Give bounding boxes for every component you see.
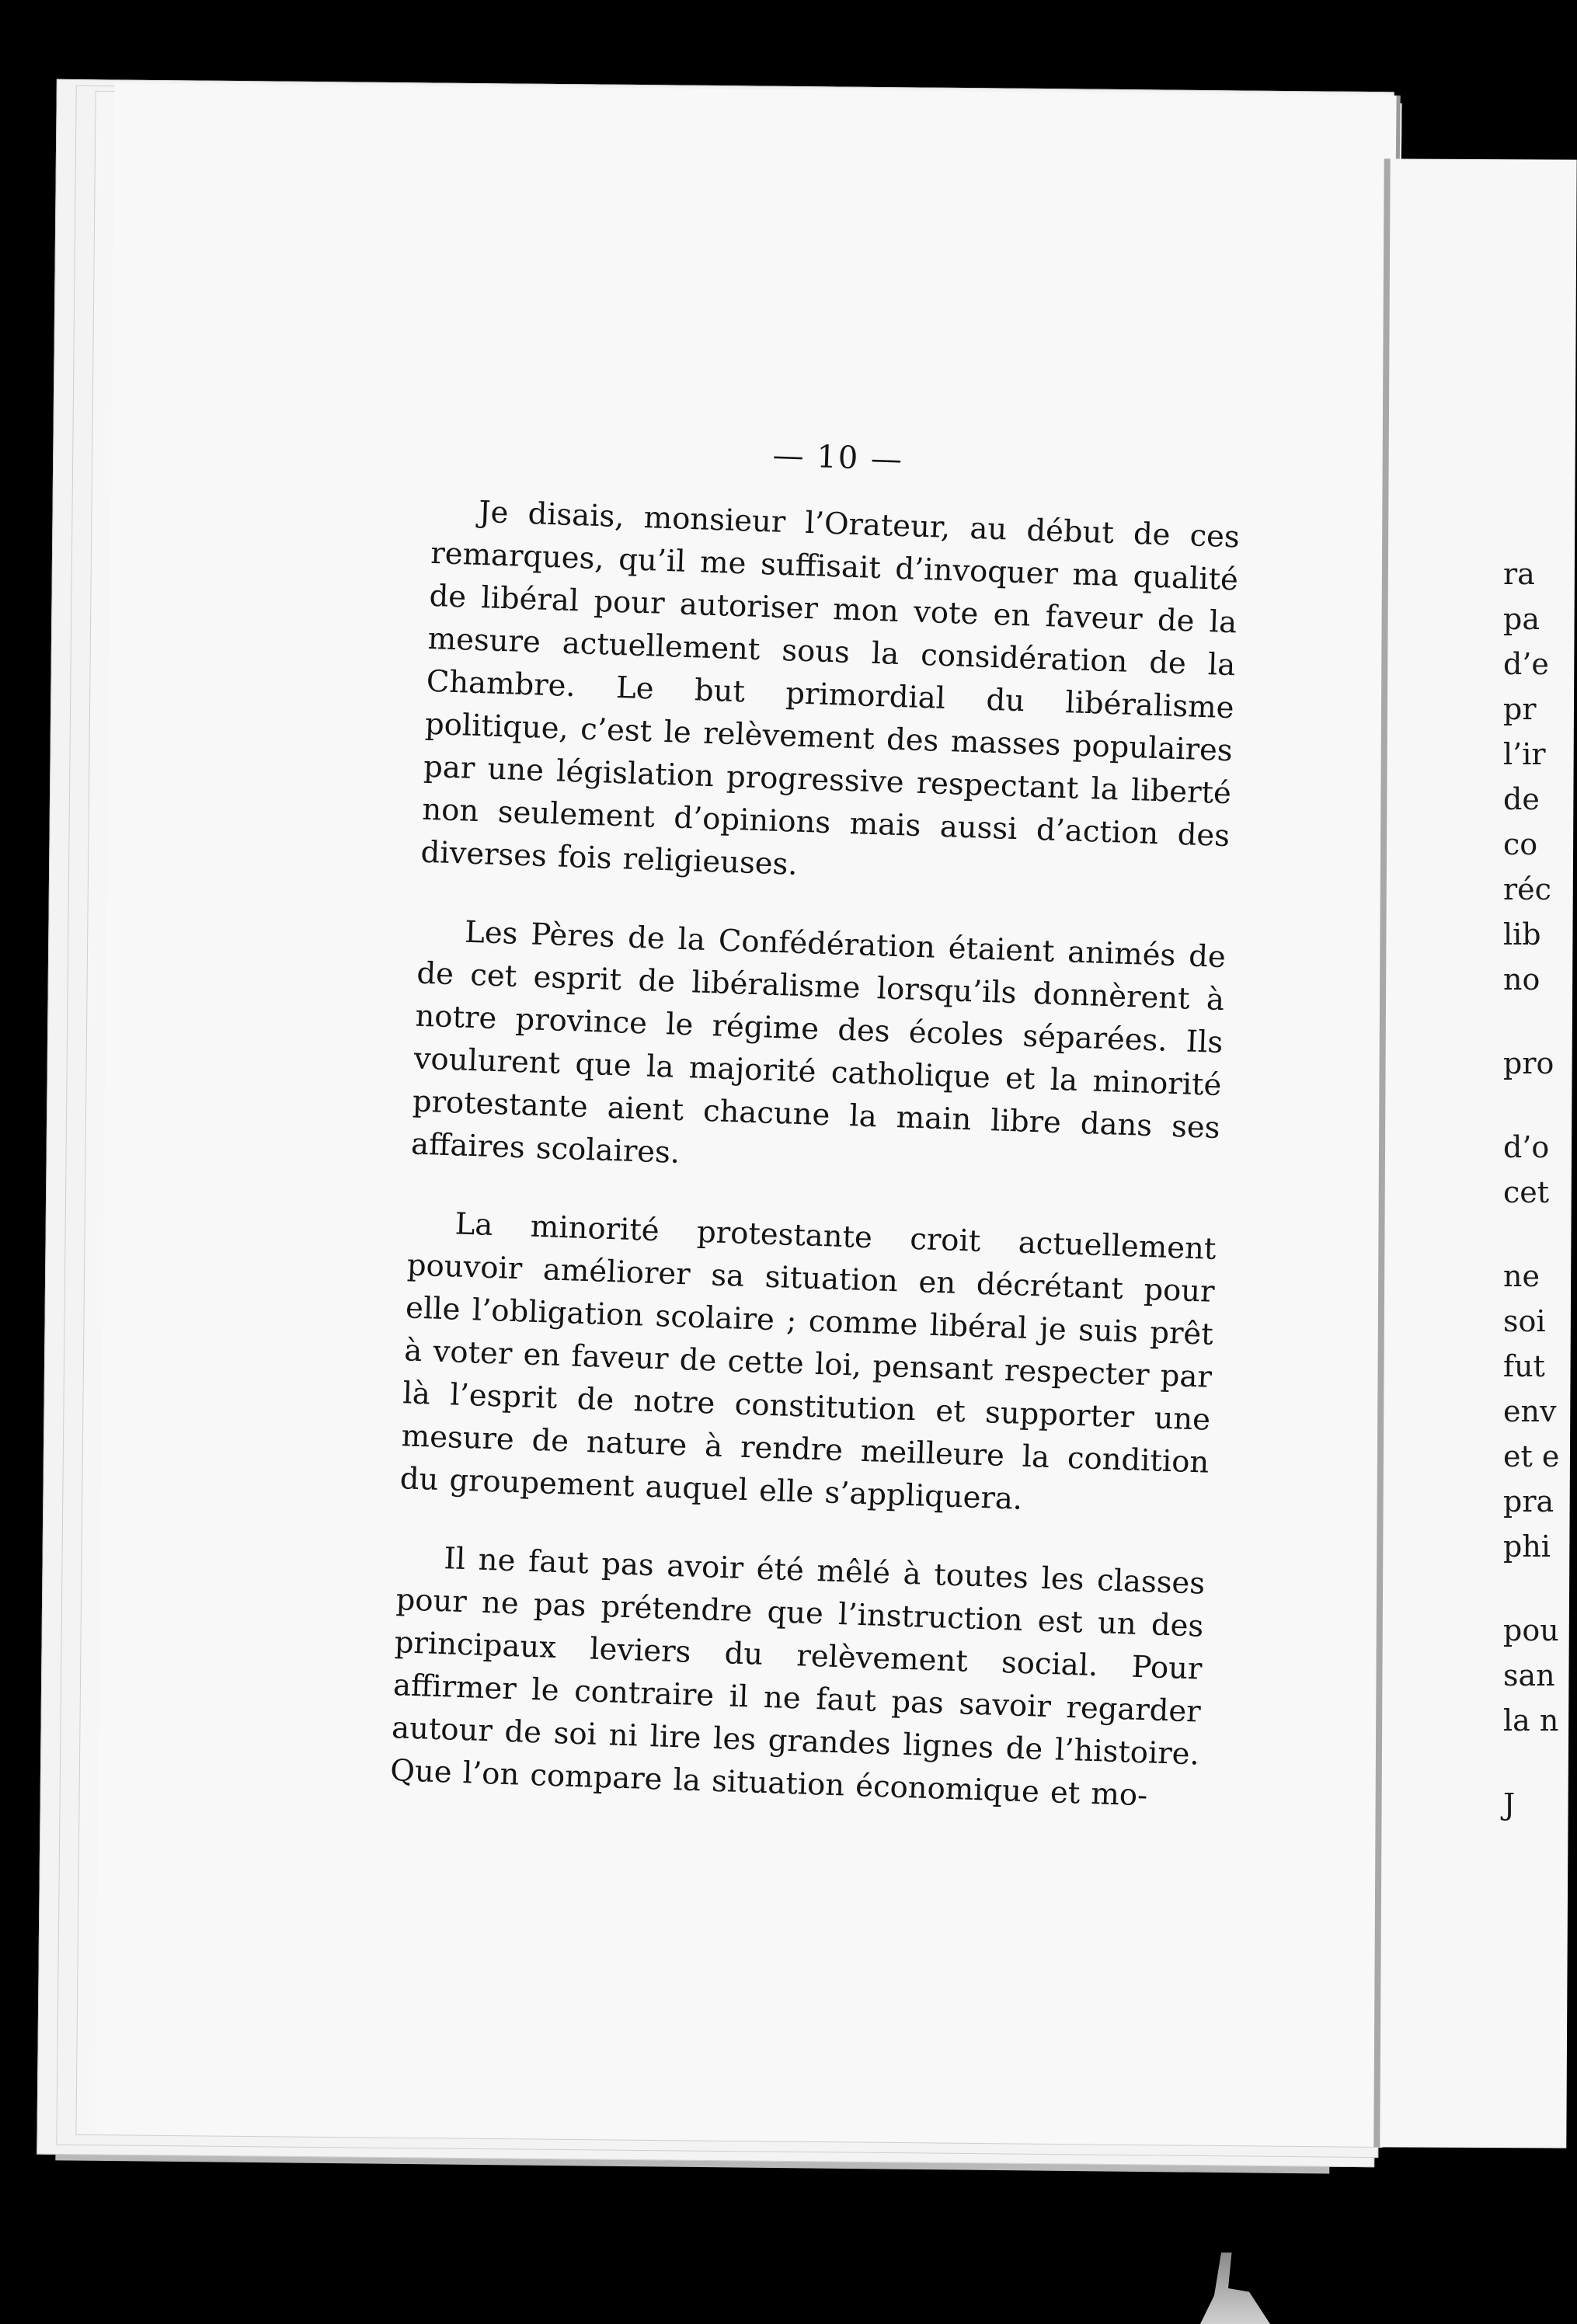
paragraph: Les Pères de la Confédération étaient animés de de cet esprit de libéralisme lorsqu’ils donnèrent à notre province le régime des écoles séparées. Ils voulurent que la majorité catholique et la minorité protestante aient chacune la main libre dans ses affaires scolaires. [410,914,1227,1171]
fragment-gap [1503,1743,1550,1782]
fragment-gap [1503,1569,1550,1608]
fragment-line: soi [1503,1304,1546,1338]
fragment-line: lib [1503,917,1541,952]
fragment-line: cet [1503,1175,1550,1209]
fragment-line: J [1503,1787,1516,1821]
fragment-line: no [1503,962,1540,997]
fragment-line: réc [1503,872,1551,906]
fragment-line: d’e [1503,647,1549,681]
fragment-line: la n [1503,1703,1559,1738]
fragment-line: phi [1503,1529,1551,1564]
fragment-line: san [1503,1658,1555,1693]
paragraph: Il ne faut pas avoir été mêlé à toutes les classes pour ne pas prétendre que l’instruction est un des principaux leviers du relèvement social. Pour affirmer le contraire il ne faut pas savoir regarder autour de soi ni lire les grandes lignes de l’histoire. Que l’on compare la situation économique et mo- [389,1541,1206,1814]
paragraph: Je disais, monsieur l’Orateur, au début de ces remarques, qu’il me suffisait d’invoquer ma qualité de libéral pour autoriser mon vote en faveur de la mesure actuellement sous la considération de la Chambre. Le but primordial du libéralisme politique, c’est le relèvement des masses populaires par une législation progressive respectant la liberté non seulement d’opinions mais aussi d’action des diverses fois religieuses. [419,494,1241,882]
fragment-line: co [1503,827,1538,861]
fragment-line: et e [1503,1439,1560,1473]
fragment-line: l’ir [1503,737,1546,771]
right-page-text-fragments [1503,551,1560,1827]
fragment-line: ra [1503,557,1535,591]
fragment-gap [1503,1086,1550,1125]
fragment-line: pr [1503,692,1537,726]
fragment-line: env [1503,1394,1557,1428]
scan-artifact [1200,2253,1270,2324]
page-content [388,423,1242,1854]
fragment-line: pa [1503,602,1540,636]
paragraph: La minorité protestante croit actuellement pouvoir améliorer sa situation en décrétant pour elle l’obligation scolaire ; comme libéral je suis prêt à voter en faveur de cette loi, pensant respecter par là l’esprit de notre constitution et supporter une mesure de nature à rendre meilleure la condition du groupement auquel elle s’appliquera. [399,1206,1217,1517]
fragment-line: ne [1503,1259,1540,1293]
fragment-line: de [1503,782,1540,816]
fragment-line: pou [1503,1613,1559,1647]
fragment-gap [1503,1215,1550,1254]
fragment-line: pra [1503,1484,1554,1519]
fragment-line: pro [1503,1046,1554,1080]
fragment-gap [1503,1002,1550,1041]
fragment-line: fut [1503,1349,1545,1383]
fragment-line: d’o [1503,1130,1550,1164]
page-number: — 10 — [771,437,904,478]
